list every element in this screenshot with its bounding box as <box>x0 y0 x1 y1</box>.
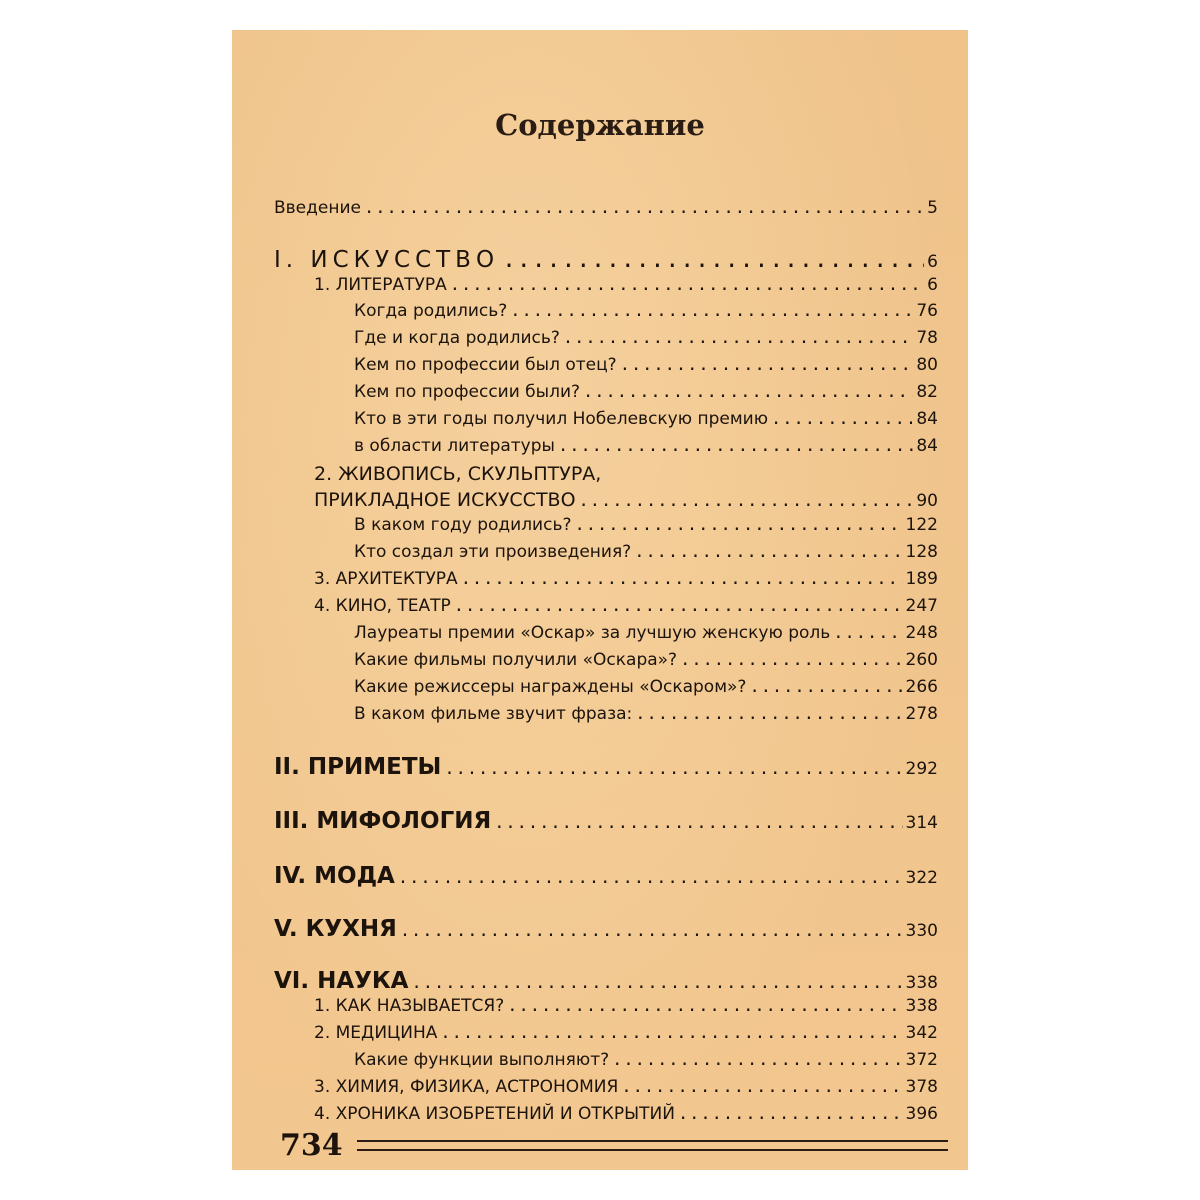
toc-entry-label: Введение <box>274 198 361 218</box>
toc-leader-dots <box>678 1104 903 1124</box>
toc-leader-dots <box>494 813 902 833</box>
toc-leader-dots <box>621 1077 902 1097</box>
toc-entry-label: III. МИФОЛОГИЯ <box>274 808 492 834</box>
toc-entry-label: ПРИКЛАДНОЕ ИСКУССТВО <box>314 489 576 511</box>
toc-leader-dots <box>440 1023 902 1043</box>
toc-entry-page: 78 <box>916 328 938 348</box>
footer-double-rule <box>357 1140 948 1151</box>
toc-entry <box>354 409 938 429</box>
toc-entry-label: 3. ХИМИЯ, ФИЗИКА, АСТРОНОМИЯ <box>314 1077 619 1097</box>
toc-entry <box>314 596 938 616</box>
toc-entry-label: В каком году родились? <box>354 515 572 535</box>
toc-entry-page: 6 <box>927 252 938 272</box>
toc-leader-dots <box>444 759 902 779</box>
toc-entry <box>354 704 938 724</box>
toc-entry-page: 314 <box>905 813 938 833</box>
toc-entry-page: 330 <box>905 921 938 941</box>
toc-entry <box>354 650 938 670</box>
toc-leader-dots <box>398 868 903 888</box>
toc-leader-dots <box>579 491 914 511</box>
toc-entry-label: Кто создал эти произведения? <box>354 542 632 562</box>
toc-entry-page: 90 <box>916 491 938 511</box>
toc-entry-page: 5 <box>927 198 938 218</box>
toc-entry-page: 338 <box>905 996 938 1016</box>
toc-entry <box>314 1023 938 1043</box>
toc-entry <box>314 1077 938 1097</box>
toc-leader-dots <box>563 328 913 348</box>
toc-entry-page: 278 <box>905 704 938 724</box>
toc-entry-label: Кто в эти годы получил Нобелевскую премию <box>354 409 769 429</box>
book-page <box>232 30 968 1170</box>
toc-entry-label: II. ПРИМЕТЫ <box>274 754 442 780</box>
toc-entry <box>314 275 938 295</box>
toc-entry-page: 76 <box>916 301 938 321</box>
toc-entry-label: Какие режиссеры награждены «Оскаром»? <box>354 677 747 697</box>
toc-entry-label: Кем по профессии был отец? <box>354 355 617 375</box>
toc-leader-dots <box>454 596 903 616</box>
toc-leader-dots <box>507 996 902 1016</box>
toc-entry <box>314 489 938 511</box>
toc-entry <box>354 355 938 375</box>
toc-entry-page: 128 <box>905 542 938 562</box>
toc-entry-page: 82 <box>916 382 938 402</box>
toc-entry-label: 4. КИНО, ТЕАТР <box>314 596 451 616</box>
toc-leader-dots <box>412 973 903 993</box>
toc-entry <box>354 382 938 402</box>
toc-entry <box>274 968 938 994</box>
toc-entry-label: Где и когда родились? <box>354 328 560 348</box>
toc-leader-dots <box>612 1050 902 1070</box>
toc-entry-page: 378 <box>905 1077 938 1097</box>
toc-leader-dots <box>583 382 913 402</box>
toc-entry <box>274 198 938 218</box>
toc-leader-dots <box>400 921 903 941</box>
toc-leader-dots <box>749 677 902 697</box>
toc-entry-label: 2. МЕДИЦИНА <box>314 1023 438 1043</box>
toc-entry-page: 84 <box>916 436 938 456</box>
toc-entry <box>274 808 938 834</box>
toc-entry <box>354 542 938 562</box>
toc-entry-label: Когда родились? <box>354 301 508 321</box>
toc-entry-label: Лауреаты премии «Оскар» за лучшую женскую роль <box>354 623 831 643</box>
page-footer <box>280 1125 948 1165</box>
toc-entry-page: 6 <box>927 275 938 295</box>
toc-entry <box>354 515 938 535</box>
toc-leader-dots <box>680 650 902 670</box>
toc-leader-dots <box>510 301 913 321</box>
toc-entry-label: Какие фильмы получили «Оскара»? <box>354 650 678 670</box>
toc-entry-label: В каком фильме звучит фраза: <box>354 704 633 724</box>
toc-entry-label: 4. ХРОНИКА ИЗОБРЕТЕНИЙ И ОТКРЫТИЙ <box>314 1104 675 1124</box>
toc-entry-page: 247 <box>905 596 938 616</box>
toc-entry-page: 84 <box>916 409 938 429</box>
toc-entry <box>354 328 938 348</box>
toc-entry <box>354 1050 938 1070</box>
toc-leader-dots <box>575 515 903 535</box>
toc-entry-label: 2. ЖИВОПИСЬ, СКУЛЬПТУРА, <box>314 463 602 485</box>
toc-entry-page: 80 <box>916 355 938 375</box>
page-number: 734 <box>280 1127 343 1163</box>
toc-entry-label: 1. ЛИТЕРАТУРА <box>314 275 447 295</box>
toc-entry-label: V. КУХНЯ <box>274 916 397 942</box>
toc-leader-dots <box>364 198 924 218</box>
toc-entry <box>354 623 938 643</box>
toc-entry <box>274 863 938 889</box>
toc-entry-label: Какие функции выполняют? <box>354 1050 610 1070</box>
toc-leader-dots <box>634 542 902 562</box>
toc-entry-page: 338 <box>905 973 938 993</box>
toc-leader-dots <box>771 409 913 429</box>
toc-entry <box>354 677 938 697</box>
toc-entry-page: 396 <box>905 1104 938 1124</box>
toc-entry <box>274 247 938 273</box>
toc-entry-page: 322 <box>905 868 938 888</box>
toc-entry <box>354 301 938 321</box>
toc-leader-dots <box>558 436 913 456</box>
toc-entry <box>354 436 938 456</box>
toc-entry-page: 266 <box>905 677 938 697</box>
toc-leader-dots <box>635 704 902 724</box>
toc-entry-page: 260 <box>905 650 938 670</box>
toc-entry <box>314 1104 938 1124</box>
toc-entry-page: 372 <box>905 1050 938 1070</box>
toc-entry-label: I. ИСКУССТВО <box>274 247 500 273</box>
toc-entry <box>314 569 938 589</box>
toc-entry <box>314 996 938 1016</box>
toc-entry-label: в области литературы <box>354 436 555 456</box>
toc-entry-page: 342 <box>905 1023 938 1043</box>
toc-entry-label: IV. МОДА <box>274 863 395 889</box>
page-title: Содержание <box>495 108 705 142</box>
toc-leader-dots <box>833 623 902 643</box>
toc-leader-dots <box>502 247 924 273</box>
toc-entry-label: 3. АРХИТЕКТУРА <box>314 569 458 589</box>
toc-entry-label: VI. НАУКА <box>274 968 409 994</box>
toc-entry-page: 189 <box>905 569 938 589</box>
toc-entry <box>314 463 938 485</box>
toc-leader-dots <box>620 355 914 375</box>
toc-leader-dots <box>461 569 903 589</box>
toc-entry <box>274 916 938 942</box>
toc-entry <box>274 754 938 780</box>
toc-entry-page: 292 <box>905 759 938 779</box>
toc-leader-dots <box>450 275 924 295</box>
toc-entry-page: 248 <box>905 623 938 643</box>
toc-entry-label: Кем по профессии были? <box>354 382 581 402</box>
toc-entry-label: 1. КАК НАЗЫВАЕТСЯ? <box>314 996 505 1016</box>
toc-entry-page: 122 <box>905 515 938 535</box>
